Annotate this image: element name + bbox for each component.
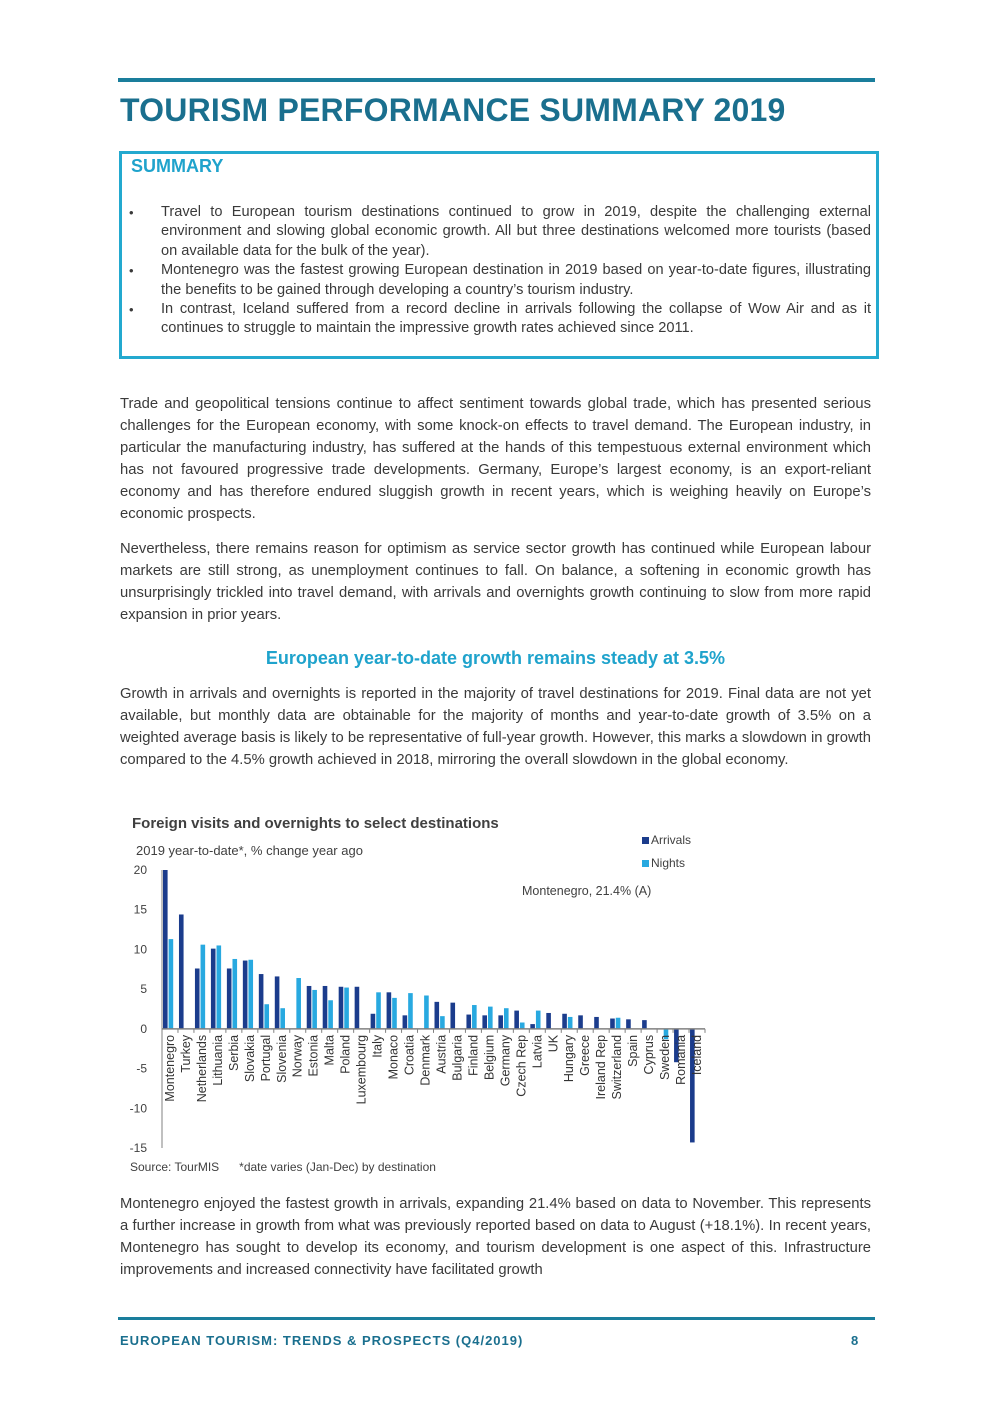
- x-category-label: Denmark: [418, 1034, 433, 1086]
- x-category-label: Turkey: [178, 1034, 193, 1073]
- y-tick-label: 10: [133, 942, 147, 957]
- arrivals-bar: [642, 1020, 647, 1029]
- arrivals-bar: [514, 1011, 519, 1029]
- arrivals-bar: [546, 1013, 551, 1029]
- page-number: 8: [851, 1333, 859, 1348]
- x-category-label: Slovakia: [242, 1034, 257, 1083]
- arrivals-bar: [626, 1019, 631, 1029]
- arrivals-bar: [179, 914, 184, 1028]
- arrivals-bar: [371, 1014, 376, 1029]
- x-category-label: Bulgaria: [450, 1034, 465, 1081]
- chart-subtitle: 2019 year-to-date*, % change year ago: [136, 843, 363, 858]
- nights-bar: [488, 1007, 493, 1029]
- arrivals-bar: [243, 961, 248, 1029]
- x-category-label: Croatia: [402, 1034, 417, 1076]
- x-category-label: UK: [546, 1034, 561, 1053]
- bullet-icon: •: [129, 263, 134, 279]
- arrivals-bar: [466, 1015, 471, 1029]
- footer-title: EUROPEAN TOURISM: TRENDS & PROSPECTS (Q4/2019): [120, 1333, 524, 1348]
- x-category-label: Austria: [434, 1034, 449, 1074]
- legend-label-nights: Nights: [651, 856, 686, 870]
- y-tick-label: 5: [140, 982, 147, 997]
- y-tick-label: 15: [133, 902, 147, 917]
- nights-bar: [217, 945, 222, 1028]
- x-category-label: Italy: [370, 1034, 385, 1058]
- x-category-label: Slovenia: [274, 1034, 289, 1083]
- nights-bar: [616, 1018, 621, 1029]
- arrivals-bar: [482, 1015, 487, 1029]
- nights-bar: [296, 978, 301, 1029]
- summary-box: [119, 151, 879, 359]
- legend-swatch-arrivals: [642, 837, 649, 844]
- arrivals-bar: [403, 1015, 408, 1029]
- x-category-label: Cyprus: [642, 1034, 657, 1075]
- x-category-label: Switzerland: [610, 1034, 625, 1100]
- footer-rule: [118, 1317, 875, 1320]
- nights-bar: [376, 992, 381, 1029]
- nights-bar: [312, 990, 317, 1029]
- summary-bullet-text: Montenegro was the fastest growing European destination in 2019 based on year-to-date figures, illustrating the benefits to be gained through developing a country’s tourism industry.: [161, 262, 871, 298]
- x-category-label: Hungary: [562, 1034, 577, 1083]
- x-category-label: Estonia: [306, 1034, 321, 1077]
- x-category-label: Spain: [626, 1034, 641, 1067]
- summary-bullet: [126, 203, 871, 261]
- summary-heading: SUMMARY: [131, 156, 224, 176]
- x-category-label: Romania: [674, 1034, 689, 1085]
- nights-bar: [408, 993, 413, 1029]
- bullet-icon: •: [129, 205, 134, 220]
- x-category-label: Iceland: [690, 1034, 705, 1076]
- nights-bar: [520, 1023, 525, 1029]
- legend-label-arrivals: Arrivals: [651, 833, 692, 847]
- x-category-label: Germany: [498, 1034, 513, 1087]
- nights-bar: [424, 995, 429, 1028]
- chart-title: Foreign visits and overnights to select destinations: [132, 815, 499, 832]
- nights-bar: [248, 960, 253, 1029]
- nights-bar: [264, 1004, 269, 1029]
- summary-bullet: [126, 300, 871, 339]
- arrivals-bar: [323, 986, 328, 1029]
- paragraph-trade: Trade and geopolitical tensions continue to affect sentiment towards global trade, which has presented serious challenges for the European economy, with some knock-on effects to travel demand. The European industry, in particular the manufacturing industry, has suffered at the hands of this tempestuous external environment which has not favoured progressive trade developments. Germany, Europe’s largest economy, is an export-reliant economy and has therefore endured sluggish growth in recent years, which is weighing heavily on Europe’s economic prospects.: [120, 396, 871, 522]
- nights-bar: [328, 1000, 333, 1029]
- paragraph-montenegro: Montenegro enjoyed the fastest growth in arrivals, expanding 21.4% based on data to November. This represents a further increase in growth from what was previously reported based on data to August (+18.1%). In recent years, Montenegro has sought to develop its economy, and tourism development is one aspect of this. Infrastructure improvements and increased connectivity have facilitated growth: [120, 1196, 871, 1278]
- bullet-icon: •: [129, 302, 134, 318]
- x-category-label: Latvia: [530, 1034, 545, 1069]
- summary-bullet-text: In contrast, Iceland suffered from a record decline in arrivals following the collapse of Wow Air and as it continues to struggle to maintain the impressive growth rates achieved since 2011.: [161, 301, 871, 337]
- arrivals-bar: [195, 968, 200, 1028]
- x-category-label: Montenegro: [162, 1034, 177, 1102]
- y-tick-label: -10: [129, 1101, 147, 1116]
- nights-bar: [504, 1008, 509, 1029]
- nights-bar: [201, 945, 206, 1029]
- x-category-label: Serbia: [226, 1034, 241, 1071]
- arrivals-bar: [578, 1015, 583, 1029]
- x-category-label: Luxembourg: [354, 1034, 369, 1105]
- chart-source: Source: TourMIS *date varies (Jan-Dec) by destination: [130, 1160, 436, 1174]
- page-title: TOURISM PERFORMANCE SUMMARY 2019: [120, 92, 786, 128]
- nights-bar: [568, 1017, 573, 1029]
- x-category-label: Malta: [322, 1034, 337, 1066]
- summary-bullet: [126, 261, 871, 300]
- arrivals-bar: [163, 870, 168, 1029]
- summary-bullets: [126, 203, 871, 339]
- arrivals-bar: [450, 1003, 455, 1029]
- bar-chart: [100, 830, 720, 1155]
- x-category-label: Ireland Rep: [594, 1034, 609, 1100]
- x-category-label: Netherlands: [194, 1034, 209, 1103]
- arrivals-bar: [610, 1019, 615, 1029]
- arrivals-bar: [339, 987, 344, 1029]
- nights-bar: [472, 1005, 477, 1029]
- chart-annotation: Montenegro, 21.4% (A): [522, 884, 652, 898]
- nights-bar: [344, 988, 349, 1029]
- nights-bar: [232, 959, 237, 1029]
- summary-bullet-text: Travel to European tourism destinations continued to grow in 2019, despite the challenging external environment and slowing global economic growth. All but three destinations welcomed more tourists (based on available data for the bulk of the year).: [161, 204, 871, 259]
- x-category-label: Sweden: [658, 1034, 673, 1081]
- arrivals-bar: [387, 992, 392, 1029]
- x-category-label: Portugal: [258, 1034, 273, 1082]
- y-tick-label: -5: [136, 1061, 147, 1076]
- arrivals-bar: [227, 968, 232, 1028]
- x-category-label: Czech Rep: [514, 1034, 529, 1097]
- nights-bar: [392, 998, 397, 1029]
- x-category-label: Poland: [338, 1034, 353, 1074]
- y-tick-label: 20: [133, 863, 147, 877]
- nights-bar: [440, 1016, 445, 1029]
- arrivals-bar: [355, 987, 360, 1029]
- x-category-label: Belgium: [482, 1034, 497, 1081]
- nights-bar: [280, 1008, 285, 1029]
- top-rule: [118, 78, 875, 82]
- arrivals-bar: [259, 974, 264, 1029]
- x-category-label: Finland: [466, 1034, 481, 1076]
- arrivals-bar: [211, 949, 216, 1029]
- y-tick-label: 0: [140, 1021, 147, 1036]
- arrivals-bar: [275, 976, 280, 1028]
- x-category-label: Norway: [290, 1034, 305, 1078]
- arrivals-bar: [307, 986, 312, 1029]
- x-category-label: Greece: [578, 1034, 593, 1076]
- nights-bar: [169, 939, 174, 1029]
- paragraph-optimism: Nevertheless, there remains reason for optimism as service sector growth has continued while European labour markets are still strong, as unemployment continues to fall. On balance, a softening in economic growth has unsurprisingly trickled into travel demand, with arrivals and overnights growth continuing to slow from more rapid expansion in prior years.: [120, 541, 871, 623]
- arrivals-bar: [562, 1014, 567, 1029]
- arrivals-bar: [594, 1017, 599, 1029]
- arrivals-bar: [498, 1015, 503, 1029]
- arrivals-bar: [435, 1002, 440, 1029]
- legend-swatch-nights: [642, 860, 649, 867]
- paragraph-growth: Growth in arrivals and overnights is reported in the majority of travel destinations for 2019. Final data are not yet available, but monthly data are obtainable for the majority of months and year-to-date growth of 3.5% on a weighted average basis is likely to be representative of full-year growth. However, this marks a slowdown in growth compared to the 4.5% growth achieved in 2018, mirroring the overall slowdown in the global economy.: [120, 686, 871, 768]
- x-category-label: Monaco: [386, 1034, 401, 1080]
- x-category-label: Lithuania: [210, 1034, 225, 1086]
- y-tick-label: -15: [129, 1141, 147, 1155]
- section-subheading: European year-to-date growth remains steady at 3.5%: [265, 648, 726, 668]
- nights-bar: [536, 1011, 541, 1029]
